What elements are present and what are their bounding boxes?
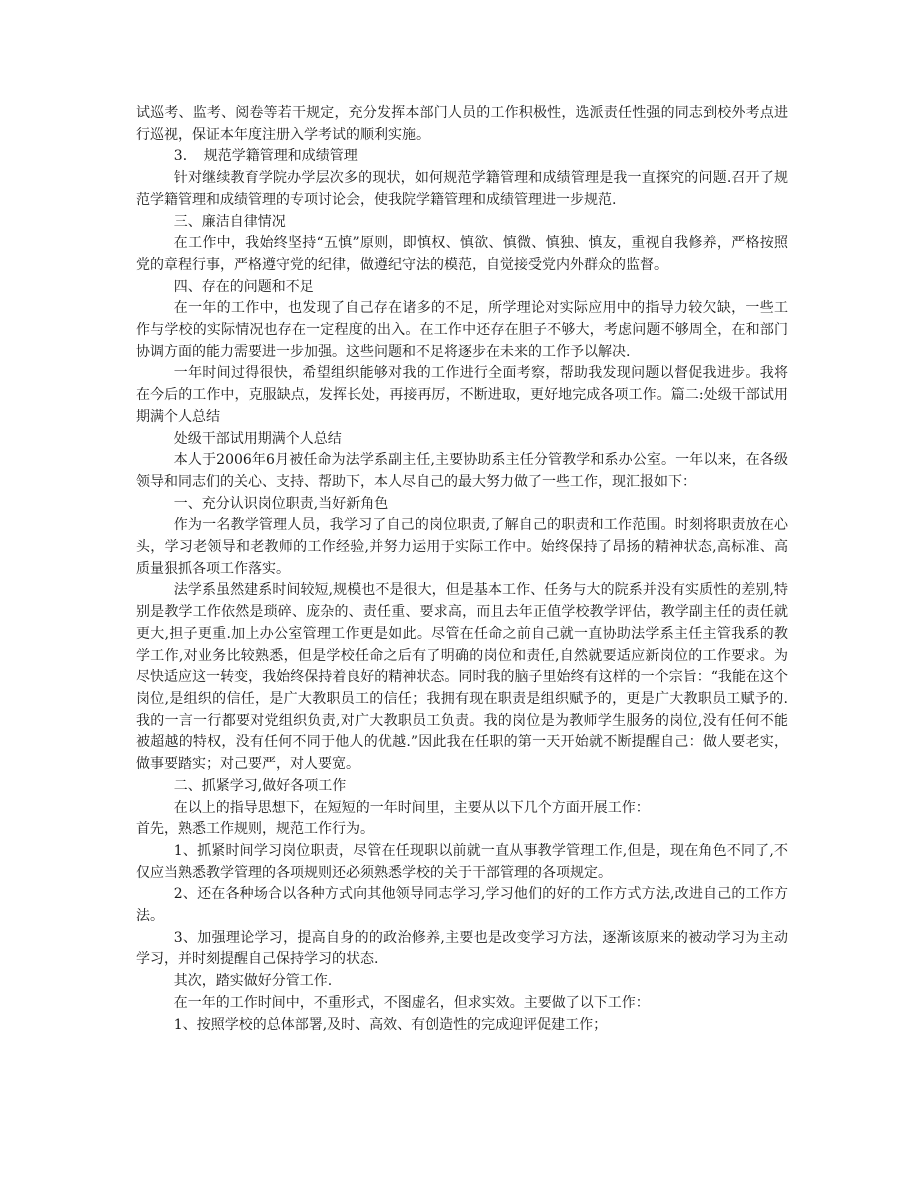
paragraph: 本人于2006年6月被任命为法学系副主任,主要协助系主任分管教学和系办公室。一年以来，在各级领导和同志们的关心、支持、帮助下，本人尽自己的最大努力做了一些工作，现汇报如下： <box>136 452 788 490</box>
paragraph: 作为一名教学管理人员，我学习了自己的岗位职责,了解自己的职责和工作范围。时刻将职责放在心头，学习老领导和老教师的工作经验,并努力运用于实际工作中。始终保持了昂扬的精神状态,高标准、高质量狠抓各项工作落实。 <box>136 517 788 577</box>
paragraph: 1、抓紧时间学习岗位职责，尽管在任现职以前就一直从事教学管理工作,但是，现在角色不同了,不仅应当熟悉教学管理的各项规则还必须熟悉学校的关于干部管理的各项规定。 <box>136 842 788 881</box>
paragraph: 一年时间过得很快，希望组织能够对我的工作进行全面考察，帮助我发现问题以督促我进步。我将在今后的工作中，克服缺点，发挥长处，再接再厉，不断进取，更好地完成各项工作。篇二:处级干部试用期满个人总结 <box>136 365 788 425</box>
paragraph: 3、加强理论学习，提高自身的的政治修养,主要也是改变学习方法，逐渐该原来的被动学习为主动学习，并时刻提醒自己保持学习的状态. <box>136 929 788 968</box>
paragraph: 三、廉洁自律情况 <box>173 213 286 230</box>
paragraph: 试巡考、监考、阅卷等若干规定，充分发挥本部门人员的工作积极性，选派责任性强的同志到校外考点进行巡视，保证本年度注册入学考试的顺利实施。 <box>136 105 788 143</box>
paragraph: 2、还在各种场合以各种方式向其他领导同志学习,学习他们的好的工作方式方法,改进自己的工作方法。 <box>136 886 788 925</box>
paragraph: 法学系虽然建系时间较短,规模也不是很大，但是基本工作、任务与大的院系并没有实质性的差别,特别是教学工作依然是琐碎、庞杂的、责任重、要求高，而且去年正值学校教学评估，教学副主任的责任就更大,担子更重.加上办公室管理工作更是如此。尽管在任命之前自己就一直协助法学系主任主管我系的教学工作,对业务比较熟悉，但是学校任命之后有了明确的岗位和责任,自然就要适应新岗位的工作要求。为尽快适应这一转变，我始终保持着良好的精神状态。同时我的脑子里始终有这样的一个宗旨：“我能在这个岗位,是组织的信任，是广大教职员工的信任；我拥有现在职责是组织赋予的，更是广大教职员工赋予的.我的一言一行都要对党组织负责,对广大教职员工负责。我的岗位是为教师学生服务的岗位,没有任何不能被超越的特权，没有任何不同于他人的优越.”因此我在任职的第一天开始就不断提醒自己：做人要老实，做事要踏实；对己要严，对人要宽。 <box>136 582 788 773</box>
paragraph: 二、抓紧学习,做好各项工作 <box>173 777 347 794</box>
paragraph: 其次，踏实做好分管工作. <box>173 973 333 990</box>
paragraph: 3． 规范学籍管理和成绩管理 <box>173 148 358 165</box>
paragraph: 在一年的工作中，也发现了自己存在诸多的不足，所学理论对实际应用中的指导力较欠缺，一些工作与学校的实际情况也存在一定程度的出入。在工作中还存在胆子不够大，考虑问题不够周全，在和部门协调方面的能力需要进一步加强。这些问题和不足将逐步在未来的工作予以解决. <box>136 300 788 360</box>
paragraph: 在工作中，我始终坚持“五慎”原则，即慎权、慎欲、慎微、慎独、慎友，重视自我修养，严格按照党的章程行事，严格遵守党的纪律，做遵纪守法的模范，自觉接受党内外群众的监督。 <box>136 235 788 273</box>
paragraph: 在以上的指导思想下，在短短的一年时间里，主要从以下几个方面开展工作： <box>173 799 650 816</box>
paragraph: 在一年的工作时间中，不重形式，不图虚名，但求实效。主要做了以下工作： <box>173 994 650 1011</box>
paragraph: 四、存在的问题和不足 <box>173 278 314 295</box>
paragraph: 一、充分认识岗位职责,当好新角色 <box>173 495 389 512</box>
document-body <box>136 103 788 1036</box>
paragraph: 首先，熟悉工作规则，规范工作行为。 <box>136 821 374 838</box>
paragraph: 1、按照学校的总体部署,及时、高效、有创造性的完成迎评促建工作； <box>173 1016 608 1033</box>
paragraph: 处级干部试用期满个人总结 <box>173 430 342 447</box>
paragraph: 针对继续教育学院办学层次多的现状，如何规范学籍管理和成绩管理是我一直探究的问题.召开了规范学籍管理和成绩管理的专项讨论会，使我院学籍管理和成绩管理进一步规范. <box>136 170 788 208</box>
